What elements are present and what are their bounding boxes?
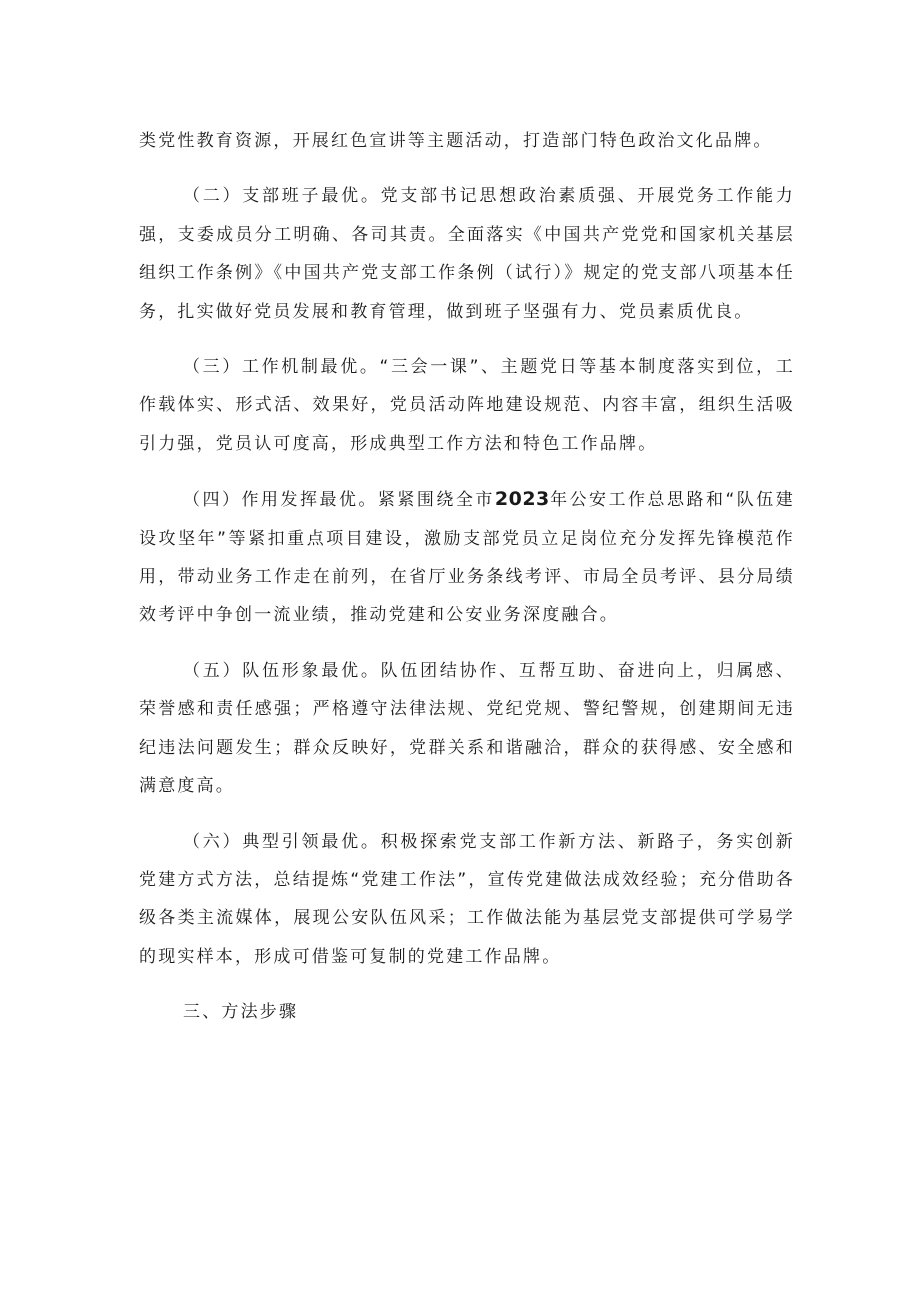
paragraph-continuation: 类党性教育资源，开展红色宣讲等主题活动，打造部门特色政治文化品牌。 — [139, 131, 773, 151]
year-number: 2023 — [494, 488, 550, 511]
paragraph-work-mechanism: （三）工作机制最优。“三会一课”、主题党日等基本制度落实到位，工作载体实、形式活、效果好，党员活动阵地建设规范、内容丰富，组织生活吸引力强，党员认可度高，形成典型工作方法和特色工作品牌。 — [139, 357, 795, 454]
paragraph-branch-leadership: （二）支部班子最优。党支部书记思想政治素质强、开展党务工作能力强，支委成员分工明确、各司其责。全面落实《中国共产党党和国家机关基层组织工作条例》《中国共产党支部工作条例（试行）》规定的党支部八项基本任务，扎实做好党员发展和教育管理，做到班子坚强有力、党员素质优良。 — [139, 186, 795, 322]
document-body — [139, 122, 795, 1032]
paragraph-role-play — [139, 480, 795, 635]
paragraph-typical-leadership: （六）典型引领最优。积极探索党支部工作新方法、新路子，务实创新党建方式方法，总结提炼“党建工作法”，宣传党建做法成效经验；充分借助各级各类主流媒体，展现公安队伍风采；工作做法能为基层党支部提供可学易学的现实样本，形成可借鉴可复制的党建工作品牌。 — [139, 831, 795, 967]
paragraph-role-play-text-before: （四）作用发挥最优。紧紧围绕全市 — [183, 490, 495, 511]
paragraph-team-image: （五）队伍形象最优。队伍团结协作、互帮互助、奋进向上，归属感、荣誉感和责任感强；严格遵守法律法规、党纪党规、警纪警规，创建期间无违纪违法问题发生；群众反映好，党群关系和谐融洽，群众的获得感、安全感和满意度高。 — [139, 660, 795, 797]
section-heading-methods: 三、方法步骤 — [183, 1002, 299, 1023]
paragraph-role-play-text-after: 年公安工作总思路和“队伍建设攻坚年”等紧扣重点项目建设，激励支部党员立足岗位充分发挥先锋模范作用，带动业务工作走在前列，在省厅业务条线考评、市局全员考评、县分局绩效考评中争创一流业绩，推动党建和公安业务深度融合。 — [139, 490, 795, 626]
